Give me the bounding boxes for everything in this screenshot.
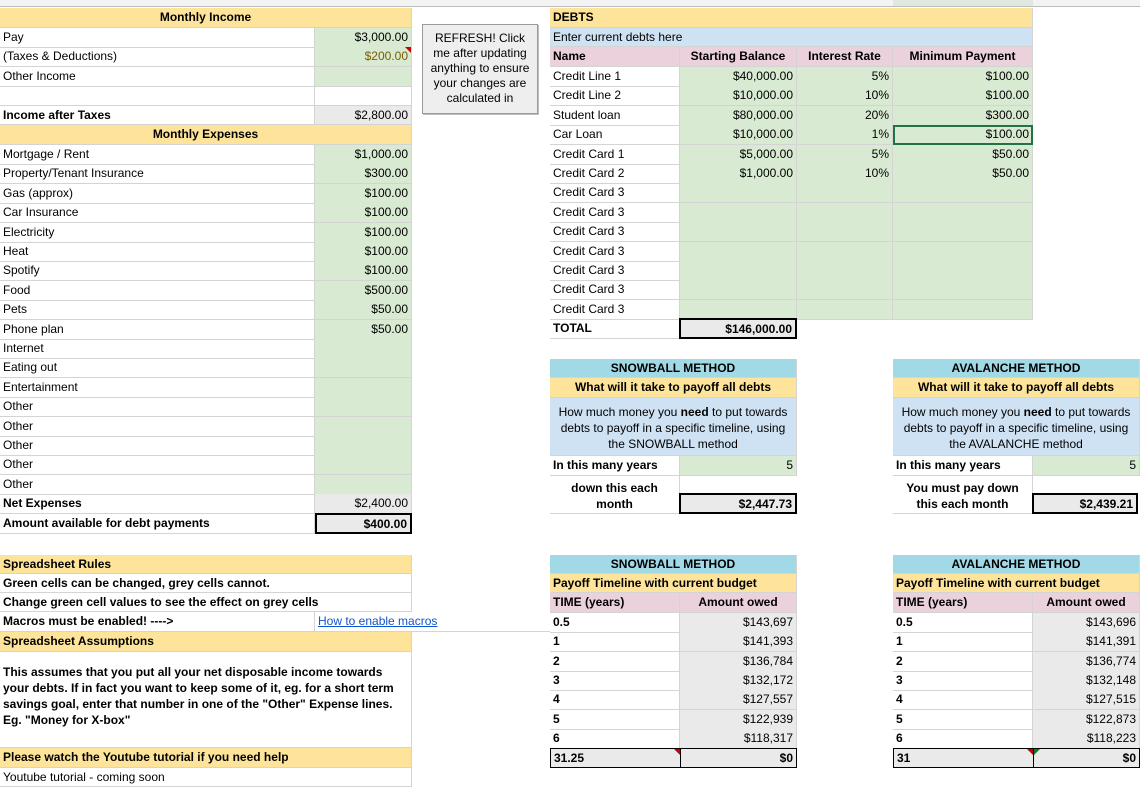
debt-min-payment[interactable]: $50.00 bbox=[893, 145, 1033, 165]
debt-min-payment[interactable] bbox=[893, 183, 1033, 203]
expense-row-value[interactable]: $100.00 bbox=[315, 242, 412, 262]
timeline-owed[interactable]: $132,172 bbox=[680, 671, 797, 691]
column-header-e[interactable] bbox=[680, 0, 797, 7]
timeline-time: 2 bbox=[893, 652, 1033, 672]
debt-rate[interactable]: 10% bbox=[797, 164, 893, 184]
expense-row-label: Internet bbox=[0, 339, 315, 359]
debt-name: Credit Card 1 bbox=[550, 145, 680, 165]
debt-rate[interactable]: 20% bbox=[797, 106, 893, 126]
debt-balance[interactable] bbox=[680, 242, 797, 262]
debt-min-payment[interactable] bbox=[893, 300, 1033, 320]
expense-row-label: Other bbox=[0, 397, 315, 417]
debt-rate[interactable] bbox=[797, 203, 893, 223]
snowball-timeline-title: SNOWBALL METHOD bbox=[550, 555, 797, 574]
expense-row-value[interactable]: $100.00 bbox=[315, 203, 412, 223]
debt-name: Credit Line 2 bbox=[550, 86, 680, 106]
debt-balance[interactable] bbox=[680, 183, 797, 203]
timeline-time: 3 bbox=[550, 671, 680, 691]
avalanche-final-owed[interactable]: $0 bbox=[1033, 748, 1140, 768]
snowball-col-time: TIME (years) bbox=[550, 593, 680, 613]
avalanche-goal-title: AVALANCHE METHOD bbox=[893, 359, 1140, 378]
timeline-time: 0.5 bbox=[893, 613, 1033, 633]
snowball-col-owed: Amount owed bbox=[680, 593, 797, 613]
debt-rate[interactable] bbox=[797, 280, 893, 300]
expense-row-label: Car Insurance bbox=[0, 203, 315, 223]
expense-row-value[interactable] bbox=[315, 417, 412, 437]
expense-row-value[interactable]: $300.00 bbox=[315, 164, 412, 184]
timeline-time: 1 bbox=[550, 632, 680, 652]
enable-macros-link[interactable]: How to enable macros bbox=[315, 612, 550, 632]
expense-row-value[interactable] bbox=[315, 339, 412, 359]
debts-total-value[interactable]: $146,000.00 bbox=[679, 318, 797, 339]
debts-total-label: TOTAL bbox=[550, 319, 680, 339]
rules-line-3: Macros must be enabled! ----> bbox=[0, 612, 315, 632]
column-header-h[interactable] bbox=[1033, 0, 1140, 7]
debts-col-name: Name bbox=[550, 47, 680, 67]
refresh-button[interactable]: REFRESH! Click me after updating anything to ensure your changes are calculated in bbox=[422, 24, 538, 114]
expense-row-label: Entertainment bbox=[0, 378, 315, 398]
expense-row-label: Phone plan bbox=[0, 320, 315, 340]
rules-line-1: Green cells can be changed, grey cells cannot. bbox=[0, 574, 412, 593]
expense-row-value[interactable] bbox=[315, 475, 412, 495]
spreadsheet-rules-header: Spreadsheet Rules bbox=[0, 555, 412, 574]
debt-min-payment[interactable] bbox=[893, 280, 1033, 300]
snowball-final-owed[interactable]: $0 bbox=[680, 748, 797, 768]
youtube-line: Youtube tutorial - coming soon bbox=[0, 768, 412, 787]
timeline-owed[interactable]: $141,393 bbox=[680, 632, 797, 652]
debts-col-min: Minimum Payment bbox=[893, 47, 1033, 67]
timeline-owed[interactable]: $136,774 bbox=[1033, 652, 1140, 672]
debts-header: DEBTS bbox=[550, 8, 1033, 28]
error-marker-icon bbox=[1034, 749, 1040, 755]
expense-row-label: Heat bbox=[0, 242, 315, 262]
debt-balance[interactable] bbox=[680, 280, 797, 300]
monthly-income-header: Monthly Income bbox=[0, 8, 412, 28]
debt-balance[interactable] bbox=[680, 261, 797, 281]
debt-rate[interactable] bbox=[797, 222, 893, 242]
timeline-owed[interactable]: $127,557 bbox=[680, 690, 797, 710]
timeline-time: 2 bbox=[550, 652, 680, 672]
column-header-g[interactable] bbox=[893, 0, 1033, 7]
column-header-d[interactable] bbox=[550, 0, 680, 7]
expense-row-value[interactable] bbox=[315, 397, 412, 417]
expense-row-value[interactable]: $500.00 bbox=[315, 281, 412, 301]
snowball-goal-title: SNOWBALL METHOD bbox=[550, 359, 797, 378]
debt-min-payment[interactable] bbox=[893, 242, 1033, 262]
debts-subheader: Enter current debts here bbox=[550, 28, 1033, 47]
debt-balance[interactable] bbox=[680, 222, 797, 242]
expense-row-label: Food bbox=[0, 281, 315, 301]
avalanche-timeline-title: AVALANCHE METHOD bbox=[893, 555, 1140, 574]
expense-row-label: Eating out bbox=[0, 358, 315, 378]
debt-rate[interactable]: 10% bbox=[797, 86, 893, 106]
timeline-time: 1 bbox=[893, 632, 1033, 652]
debt-min-payment[interactable]: $300.00 bbox=[893, 106, 1033, 126]
timeline-owed[interactable]: $143,697 bbox=[680, 613, 797, 633]
avalanche-pay-value[interactable]: $2,439.21 bbox=[1032, 493, 1138, 514]
debt-balance[interactable]: $80,000.00 bbox=[680, 106, 797, 126]
column-header-f[interactable] bbox=[797, 0, 893, 7]
avalanche-col-time: TIME (years) bbox=[893, 593, 1033, 613]
debt-min-payment[interactable]: $100.00 bbox=[893, 125, 1033, 145]
avalanche-pay-label: You must pay down this each month bbox=[893, 476, 1033, 514]
expense-row-label: Gas (approx) bbox=[0, 184, 315, 204]
expense-row-label: Other bbox=[0, 455, 315, 475]
snowball-years-input[interactable]: 5 bbox=[680, 456, 797, 476]
expense-row-label: Property/Tenant Insurance bbox=[0, 164, 315, 184]
debt-min-payment[interactable] bbox=[893, 261, 1033, 281]
amount-available-label: Amount available for debt payments bbox=[0, 514, 315, 534]
timeline-owed[interactable]: $132,148 bbox=[1033, 671, 1140, 691]
timeline-time: 5 bbox=[550, 710, 680, 730]
expense-row-value[interactable] bbox=[315, 358, 412, 378]
expense-row-label: Other bbox=[0, 417, 315, 437]
expense-row-value[interactable]: $100.00 bbox=[315, 261, 412, 281]
debt-name: Car Loan bbox=[550, 125, 680, 145]
debt-name: Credit Card 3 bbox=[550, 280, 680, 300]
timeline-owed[interactable]: $122,939 bbox=[680, 710, 797, 730]
spreadsheet-assumptions-header: Spreadsheet Assumptions bbox=[0, 632, 412, 652]
expense-row-label: Pets bbox=[0, 300, 315, 320]
timeline-time: 0.5 bbox=[550, 613, 680, 633]
debt-name: Credit Card 3 bbox=[550, 300, 680, 320]
snowball-pay-label: down this each month bbox=[550, 476, 680, 514]
timeline-time: 6 bbox=[550, 729, 680, 749]
timeline-time: 5 bbox=[893, 710, 1033, 730]
timeline-time: 4 bbox=[550, 690, 680, 710]
expense-row-value[interactable]: $50.00 bbox=[315, 300, 412, 320]
avalanche-goal-desc: How much money you need to put towards debts to payoff in a specific timeline, using the AVALANCHE method bbox=[893, 398, 1140, 456]
expense-row-label: Electricity bbox=[0, 223, 315, 243]
rules-line-2: Change green cell values to see the effect on grey cells bbox=[0, 593, 412, 612]
debt-rate[interactable]: 5% bbox=[797, 67, 893, 87]
timeline-owed[interactable]: $122,873 bbox=[1033, 710, 1140, 730]
avalanche-final-time[interactable]: 31 bbox=[893, 748, 1034, 768]
column-header-c[interactable] bbox=[412, 0, 550, 7]
snowball-pay-value[interactable]: $2,447.73 bbox=[679, 493, 797, 514]
debt-name: Credit Card 3 bbox=[550, 222, 680, 242]
monthly-expenses-header: Monthly Expenses bbox=[0, 125, 412, 145]
avalanche-years-input[interactable]: 5 bbox=[1033, 456, 1140, 476]
debt-balance[interactable] bbox=[680, 300, 797, 320]
expense-row-label: Spotify bbox=[0, 261, 315, 281]
timeline-time: 4 bbox=[893, 690, 1033, 710]
debt-name: Credit Card 3 bbox=[550, 183, 680, 203]
expense-row-value[interactable]: $50.00 bbox=[315, 320, 412, 340]
net-expenses-value[interactable]: $2,400.00 bbox=[315, 494, 412, 514]
income-after-taxes-label: Income after Taxes bbox=[0, 106, 315, 125]
debt-rate[interactable] bbox=[797, 300, 893, 320]
income-row-value[interactable] bbox=[315, 67, 412, 87]
snowball-final-time[interactable]: 31.25 bbox=[550, 748, 681, 768]
debt-min-payment[interactable] bbox=[893, 203, 1033, 223]
debt-rate[interactable]: 1% bbox=[797, 125, 893, 145]
debt-balance[interactable]: $5,000.00 bbox=[680, 145, 797, 165]
debt-rate[interactable] bbox=[797, 261, 893, 281]
timeline-owed[interactable]: $127,515 bbox=[1033, 690, 1140, 710]
snowball-years-label: In this many years bbox=[550, 456, 680, 476]
debt-rate[interactable] bbox=[797, 242, 893, 262]
snowball-timeline-subtitle: Payoff Timeline with current budget bbox=[550, 574, 797, 593]
debt-min-payment[interactable]: $100.00 bbox=[893, 67, 1033, 87]
avalanche-years-label: In this many years bbox=[893, 456, 1033, 476]
timeline-owed[interactable]: $141,391 bbox=[1033, 632, 1140, 652]
debt-name: Student loan bbox=[550, 106, 680, 126]
column-header-a[interactable] bbox=[0, 0, 315, 7]
debt-name: Credit Line 1 bbox=[550, 67, 680, 87]
expense-row-label: Mortgage / Rent bbox=[0, 145, 315, 165]
income-row-value[interactable]: $3,000.00 bbox=[315, 28, 412, 48]
debt-balance[interactable] bbox=[680, 203, 797, 223]
income-after-taxes-value[interactable]: $2,800.00 bbox=[315, 106, 412, 125]
blank-row[interactable] bbox=[0, 86, 315, 106]
timeline-time: 6 bbox=[893, 729, 1033, 749]
debt-rate[interactable]: 5% bbox=[797, 145, 893, 165]
debt-name: Credit Card 3 bbox=[550, 261, 680, 281]
debt-min-payment[interactable]: $100.00 bbox=[893, 86, 1033, 106]
income-row-label: Pay bbox=[0, 28, 315, 48]
avalanche-timeline-subtitle: Payoff Timeline with current budget bbox=[893, 574, 1140, 593]
debts-col-rate: Interest Rate bbox=[797, 47, 893, 67]
assumptions-text: This assumes that you put all your net disposable income towards your debts. If in fact you want to keep some of it, eg. for a short term savings goal, enter that number in one of the "Other" Expense lines. Eg. "Money for X-box" bbox=[0, 652, 412, 748]
avalanche-goal-subtitle: What will it take to payoff all debts bbox=[893, 378, 1140, 398]
debts-col-balance: Starting Balance bbox=[680, 47, 797, 67]
snowball-goal-desc: How much money you need to put towards debts to payoff in a specific timeline, using the SNOWBALL method bbox=[550, 398, 797, 456]
debt-balance[interactable]: $40,000.00 bbox=[680, 67, 797, 87]
timeline-time: 3 bbox=[893, 671, 1033, 691]
comment-marker-icon bbox=[405, 47, 411, 53]
debt-rate[interactable] bbox=[797, 183, 893, 203]
timeline-owed[interactable]: $118,317 bbox=[680, 729, 797, 749]
debt-name: Credit Card 3 bbox=[550, 203, 680, 223]
expense-row-value[interactable] bbox=[315, 378, 412, 398]
debt-name: Credit Card 3 bbox=[550, 242, 680, 262]
expense-row-value[interactable] bbox=[315, 455, 412, 475]
expense-row-value[interactable]: $1,000.00 bbox=[315, 145, 412, 165]
debt-min-payment[interactable] bbox=[893, 222, 1033, 242]
timeline-owed[interactable]: $118,223 bbox=[1033, 729, 1140, 749]
expense-row-label: Other bbox=[0, 436, 315, 456]
debt-name: Credit Card 2 bbox=[550, 164, 680, 184]
debt-balance[interactable]: $10,000.00 bbox=[680, 86, 797, 106]
income-row-label: (Taxes & Deductions) bbox=[0, 47, 315, 67]
debt-min-payment[interactable]: $50.00 bbox=[893, 164, 1033, 184]
debt-balance[interactable]: $10,000.00 bbox=[680, 125, 797, 145]
youtube-header: Please watch the Youtube tutorial if you need help bbox=[0, 748, 412, 768]
expense-row-label: Other bbox=[0, 475, 315, 495]
income-row-label: Other Income bbox=[0, 67, 315, 87]
debt-balance[interactable]: $1,000.00 bbox=[680, 164, 797, 184]
timeline-owed[interactable]: $136,784 bbox=[680, 652, 797, 672]
income-row-value[interactable]: $200.00 bbox=[315, 47, 412, 67]
avalanche-col-owed: Amount owed bbox=[1033, 593, 1140, 613]
snowball-goal-subtitle: What will it take to payoff all debts bbox=[550, 378, 797, 398]
net-expenses-label: Net Expenses bbox=[0, 494, 315, 514]
amount-available-value[interactable]: $400.00 bbox=[315, 513, 412, 534]
expense-row-value[interactable]: $100.00 bbox=[315, 184, 412, 204]
column-header-b[interactable] bbox=[315, 0, 412, 7]
expense-row-value[interactable]: $100.00 bbox=[315, 223, 412, 243]
blank-row-value[interactable] bbox=[315, 86, 412, 106]
timeline-owed[interactable]: $143,696 bbox=[1033, 613, 1140, 633]
expense-row-value[interactable] bbox=[315, 436, 412, 456]
